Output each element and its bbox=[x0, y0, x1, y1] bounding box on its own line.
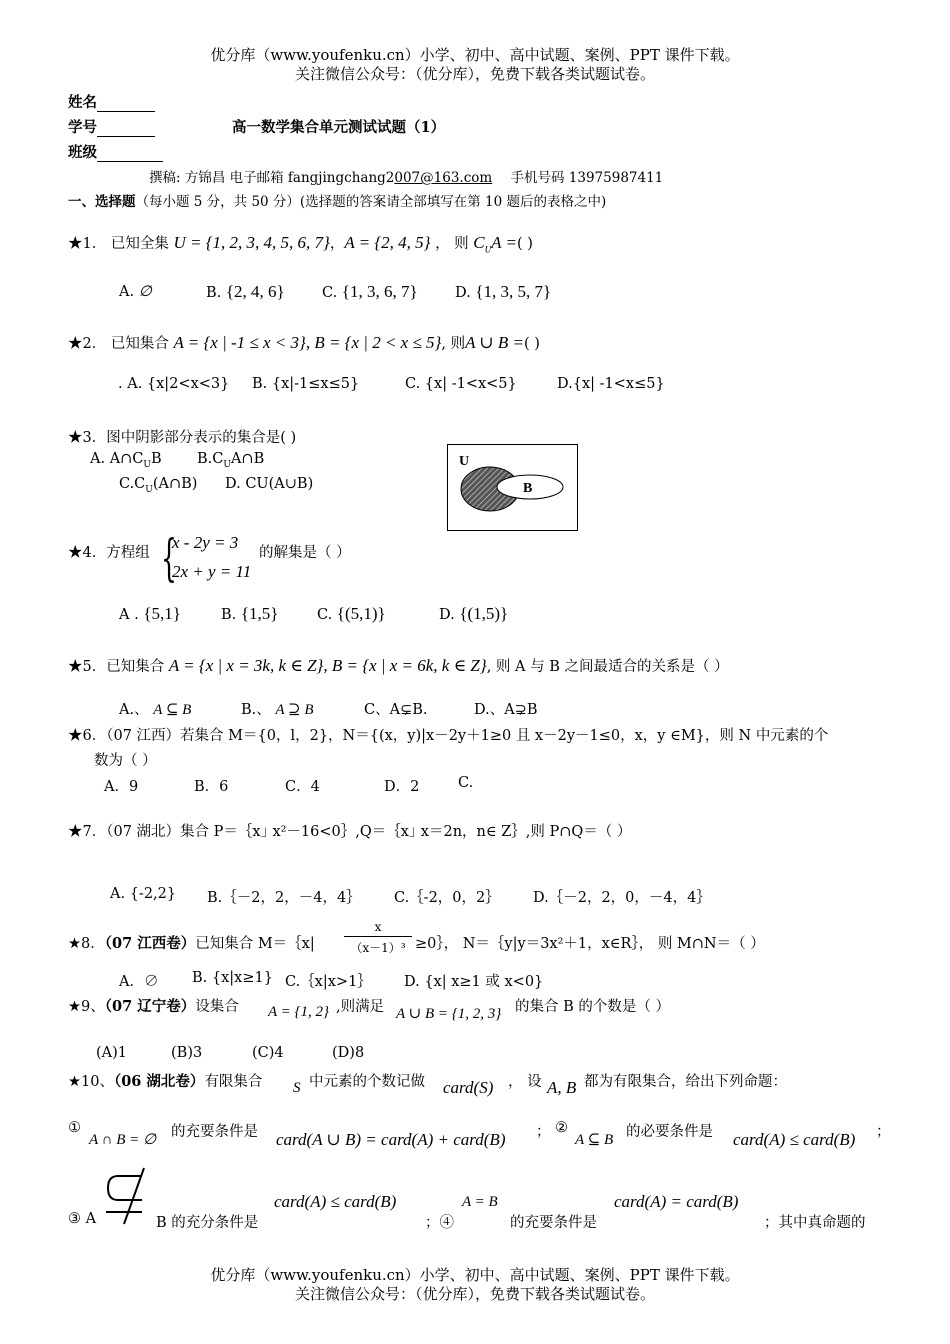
q7-text: （07 湖北）集合 P＝｛x｣ x²－16<0｝,Q＝｛x｣ x＝2n，n∈ Z｝,则 P∩Q＝（ ） bbox=[106, 824, 632, 840]
header-line-2: 关注微信公众号：（优分库），免费下载各类试题试卷。 bbox=[294, 65, 655, 83]
q2-stem bbox=[68, 332, 540, 353]
q10-set-s: S bbox=[293, 1080, 301, 1096]
q3-text: 图中阴影部分表示的集合是( ) bbox=[106, 430, 297, 446]
q8-text: 已知集合 M＝｛x| bbox=[195, 936, 315, 952]
q4-number: ★4． bbox=[68, 545, 107, 561]
q10-card-s: card(S) bbox=[443, 1078, 494, 1097]
header-line-1: 优分库（www.youfenku.cn）小学、初中、高中试题、案例、PPT 课件下载。 bbox=[210, 46, 740, 64]
q1-universal-set: U = {1, 2, 3, 4, 5, 6, 7} bbox=[173, 233, 330, 252]
q10-sets-ab: A, B bbox=[547, 1078, 577, 1097]
q10-p3-number: ③ A bbox=[68, 1211, 97, 1227]
q9-option-b[interactable]: (B)3 bbox=[171, 1045, 203, 1061]
q8-option-c[interactable]: C.｛x|x>1｝ bbox=[285, 974, 372, 990]
q6-stem-2: 数为（ ） bbox=[94, 753, 157, 769]
q9-set-a: A = {1, 2} bbox=[268, 1004, 330, 1020]
q2-then: , 则 bbox=[441, 336, 466, 352]
q2-option-a[interactable]: . A. {x|2<x<3} bbox=[118, 376, 230, 392]
q3-option-c[interactable]: $C.C_U(A\cap B)$ bbox=[119, 476, 198, 495]
footer-line-1: 优分库（www.youfenku.cn）小学、初中、高中试题、案例、PPT 课件下载。 bbox=[210, 1266, 740, 1284]
q2-option-d[interactable]: D.{x| -1<x≤5} bbox=[557, 376, 665, 392]
q1-sep: ， bbox=[329, 236, 345, 252]
q10-mid-2: ， 设 bbox=[508, 1074, 542, 1090]
q8-option-a[interactable]: A．∅ bbox=[119, 974, 159, 990]
class-field bbox=[68, 141, 163, 162]
q10-p2-expr: A ⊆ B bbox=[575, 1132, 614, 1148]
q10-text: 有限集合 bbox=[204, 1074, 263, 1090]
q8-tail: ≥0｝， N＝｛y|y＝3x²＋1，x∈R｝， 则 M∩N＝（ ） bbox=[415, 936, 765, 952]
q5-text: 已知集合 bbox=[106, 659, 165, 675]
section-1-heading bbox=[68, 190, 606, 210]
q5-option-b[interactable]: B.、 A ⊇ B bbox=[241, 702, 314, 718]
q3-stem bbox=[68, 426, 296, 447]
q4-equation-1: x - 2y = 3 bbox=[172, 533, 239, 552]
q4-text: 方程组 bbox=[106, 545, 150, 561]
q1-paren: ( ) bbox=[516, 236, 533, 252]
q5-set-b: , B = {x | x = 6k, k ∈ Z} bbox=[323, 656, 487, 675]
q10-p1-number: ① bbox=[68, 1120, 81, 1136]
q8-option-d[interactable]: D. {x| x≥1 或 x<0} bbox=[404, 974, 544, 990]
q10-p4-end: ；其中真命题的 bbox=[764, 1215, 866, 1231]
q9-mid: ,则满足 bbox=[336, 999, 385, 1015]
q10-p1-end: ； bbox=[536, 1124, 551, 1140]
q9-number: ★9、 bbox=[68, 999, 105, 1015]
q5-stem bbox=[68, 655, 729, 676]
q8-fraction bbox=[344, 920, 412, 956]
q1-option-c[interactable]: C. {1, 3, 6, 7} bbox=[322, 282, 418, 301]
q6-option-d[interactable]: D．2 bbox=[384, 779, 420, 795]
q7-option-a[interactable]: A. {-2,2} bbox=[110, 886, 177, 902]
q10-p2-end: ； bbox=[876, 1124, 891, 1140]
q5-set-a: A = {x | x = 3k, k ∈ Z} bbox=[168, 656, 324, 675]
q9-option-d[interactable]: (D)8 bbox=[332, 1045, 365, 1061]
q10-p2-number: ② bbox=[555, 1120, 568, 1136]
q10-p1-expr: A ∩ B = ∅ bbox=[89, 1132, 157, 1148]
q9-text: 设集合 bbox=[195, 999, 239, 1015]
q9-stem bbox=[68, 995, 239, 1016]
id-label: 学号 bbox=[68, 119, 97, 136]
author-phone: 手机号码 13975987411 bbox=[510, 170, 664, 186]
not-subset-symbol-icon bbox=[102, 1166, 148, 1226]
class-label: 班级 bbox=[68, 144, 97, 161]
q7-option-b[interactable]: B.｛－2，2，－4，4｝ bbox=[207, 890, 361, 906]
q1-stem bbox=[68, 232, 533, 254]
q1-option-a[interactable]: A. ∅ bbox=[119, 284, 152, 300]
q10-p3-condition: card(A) ≤ card(B) bbox=[274, 1192, 397, 1211]
q10-source: （06 湖北卷） bbox=[113, 1073, 205, 1090]
q4-option-c[interactable]: C. {(5,1)} bbox=[317, 604, 386, 623]
q10-p1-text: 的充要条件是 bbox=[171, 1124, 258, 1140]
q1-set-a: A = {2, 4, 5} bbox=[344, 233, 431, 252]
q4-brace: { bbox=[161, 529, 177, 587]
q7-stem bbox=[68, 820, 631, 841]
q4-equation-2: 2x + y = 11 bbox=[172, 562, 252, 581]
q10-p4-expr: A = B bbox=[462, 1194, 498, 1210]
q7-number: ★7． bbox=[68, 824, 107, 840]
section-1-note: （每小题 5 分，共 50 分）(选择题的答案请全部填写在第 10 题后的表格之中) bbox=[135, 194, 607, 210]
q4-option-a[interactable]: A . {5,1} bbox=[119, 604, 181, 623]
q7-option-c[interactable]: C.｛-2，0，2｝ bbox=[394, 890, 500, 906]
q2-number: ★2． bbox=[68, 336, 107, 352]
venn-label-b: B bbox=[523, 481, 533, 496]
q2-paren: ( ) bbox=[524, 336, 540, 352]
venn-diagram bbox=[447, 444, 578, 531]
q3-number: ★3． bbox=[68, 430, 107, 446]
q9-source: （07 辽宁卷） bbox=[104, 998, 196, 1015]
venn-svg bbox=[448, 445, 577, 530]
q2-expr: A ∪ B = bbox=[465, 333, 525, 352]
q5-tail: , 则 A 与 B 之间最适合的关系是（ ） bbox=[486, 659, 729, 675]
q10-p2-text: 的必要条件是 bbox=[626, 1124, 713, 1140]
q8-fraction-denominator: （x－1）³ bbox=[350, 941, 406, 955]
q10-p4-text: 的充要条件是 bbox=[510, 1215, 597, 1231]
q8-fraction-numerator: x bbox=[344, 920, 412, 937]
q4-stem bbox=[68, 541, 150, 562]
q6-option-extra[interactable]: C. bbox=[458, 775, 474, 791]
q10-p2-condition: card(A) ≤ card(B) bbox=[733, 1130, 856, 1149]
q1-then: ， 则 bbox=[435, 236, 469, 252]
q6-text: （07 江西）若集合 M＝{0，l，2}，N＝{(x，y)|x－2y＋1≥0 且 x－2y－1≤0，x，y ∈M}，则 N 中元素的个 bbox=[106, 728, 829, 744]
q10-p3-text: B 的充分条件是 bbox=[156, 1215, 259, 1231]
q8-number: ★8． bbox=[68, 936, 105, 952]
q10-p1-condition: card(A ∪ B) = card(A) + card(B) bbox=[276, 1130, 506, 1149]
q6-number: ★6． bbox=[68, 728, 107, 744]
q8-stem bbox=[68, 932, 315, 953]
q1-option-b[interactable]: B. {2, 4, 6} bbox=[206, 282, 285, 301]
q2-text: 已知集合 bbox=[110, 336, 169, 352]
q8-source: （07 江西卷） bbox=[104, 935, 196, 952]
q5-option-a[interactable]: A.、 A ⊆ B bbox=[119, 702, 192, 718]
q6-option-c[interactable]: C．4 bbox=[285, 779, 320, 795]
q4-option-b[interactable]: B. {1,5} bbox=[221, 604, 279, 623]
q1-option-d[interactable]: D. {1, 3, 5, 7} bbox=[455, 282, 552, 301]
section-1-title: 一、选择题 bbox=[68, 194, 136, 210]
author-email[interactable]: 007@163.com bbox=[394, 170, 493, 186]
q3-option-b[interactable]: $B.C_UA\cap B$ bbox=[197, 451, 265, 470]
q2-set-a: A = {x | -1 ≤ x < 3} bbox=[173, 333, 306, 352]
name-field bbox=[68, 91, 155, 112]
q5-option-c[interactable]: C、A⊊B. bbox=[364, 702, 428, 718]
q5-option-d[interactable]: D.、A⊋B bbox=[474, 702, 538, 718]
doc-title: 高一数学集合单元测试试题（1） bbox=[232, 119, 446, 136]
q8-option-b[interactable]: B. {x|x≥1} bbox=[192, 970, 273, 986]
author-line bbox=[149, 166, 663, 186]
venn-label-u: U bbox=[459, 454, 470, 469]
q1-text: 已知全集 bbox=[110, 236, 169, 252]
q5-number: ★5． bbox=[68, 659, 107, 675]
q10-tail: 都为有限集合，给出下列命题： bbox=[584, 1074, 787, 1090]
q9-option-a[interactable]: (A)1 bbox=[96, 1045, 128, 1061]
q7-option-d[interactable]: D.｛－2，2，0，－4，4｝ bbox=[533, 890, 711, 906]
q3-option-a[interactable]: A. $A\cap C_UB$ bbox=[90, 451, 162, 470]
q10-stem bbox=[68, 1070, 262, 1091]
q2-option-b[interactable]: B. {x|-1≤x≤5} bbox=[252, 376, 360, 392]
q4-option-d[interactable]: D. {(1,5)} bbox=[439, 604, 509, 623]
q3-option-d[interactable]: D. CU(A∪B) bbox=[225, 476, 314, 492]
q1-number: ★1． bbox=[68, 236, 107, 252]
q2-set-b: , B = {x | 2 < x ≤ 5} bbox=[305, 333, 442, 352]
q10-mid: 中元素的个数记做 bbox=[309, 1074, 425, 1090]
q10-p3-end: ；④ bbox=[425, 1215, 454, 1231]
q1-expr: $C_UA$ = bbox=[473, 233, 517, 255]
q6-option-a[interactable]: A．9 bbox=[104, 779, 139, 795]
q6-option-b[interactable]: B．6 bbox=[194, 779, 229, 795]
q9-tail: 的集合 B 的个数是（ ） bbox=[515, 999, 670, 1015]
q9-option-c[interactable]: (C)4 bbox=[252, 1045, 284, 1061]
q6-stem bbox=[68, 724, 828, 745]
q2-option-c[interactable]: C. {x| -1<x<5} bbox=[405, 376, 517, 392]
author-prefix: 撰稿: 方锦昌 电子邮箱 fangjingchang2 bbox=[149, 170, 395, 186]
id-field bbox=[68, 116, 155, 137]
q9-expr: A ∪ B = {1, 2, 3} bbox=[396, 1006, 502, 1022]
name-label: 姓名 bbox=[68, 94, 97, 111]
q4-tail: 的解集是（ ） bbox=[259, 545, 351, 561]
footer-line-2: 关注微信公众号：（优分库），免费下载各类试题试卷。 bbox=[294, 1285, 655, 1303]
q10-p4-condition: card(A) = card(B) bbox=[614, 1192, 739, 1211]
q10-number: ★10、 bbox=[68, 1074, 114, 1090]
